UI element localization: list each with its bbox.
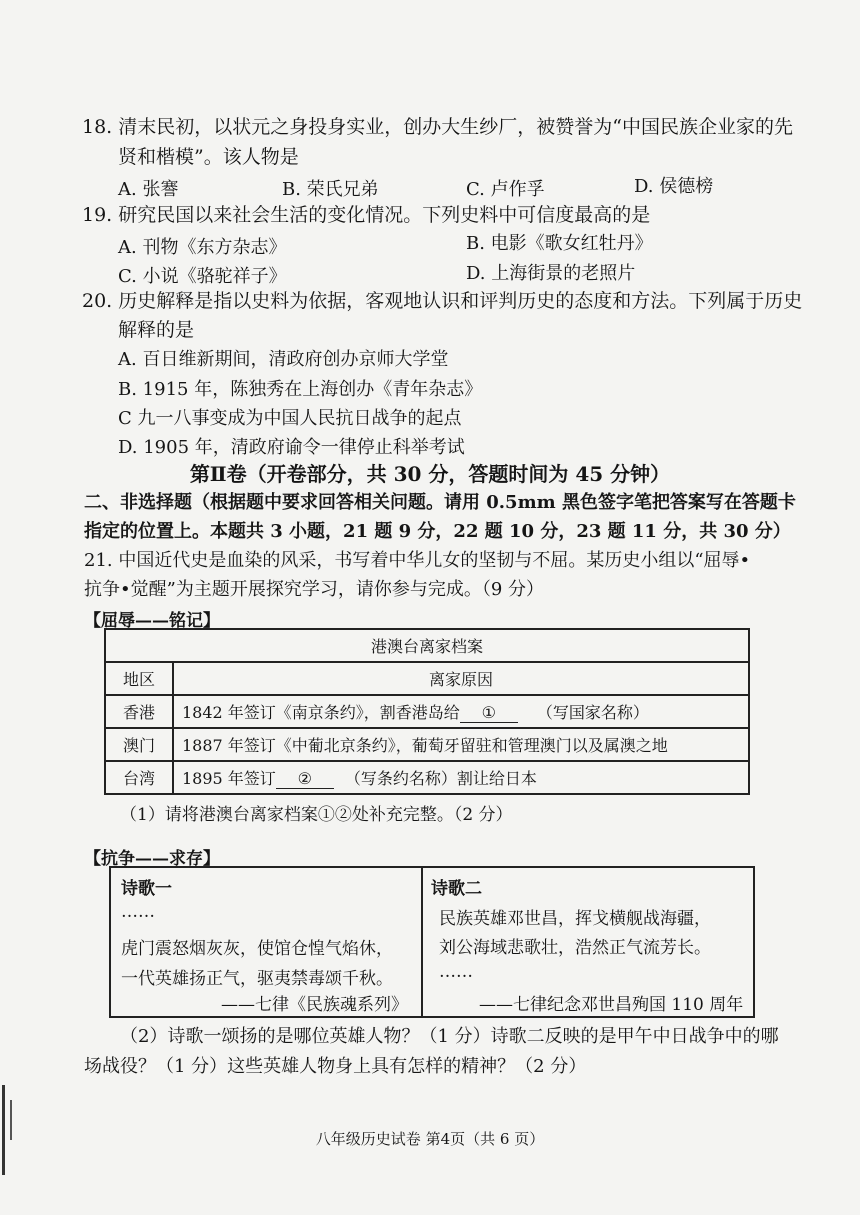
reason-cell <box>173 761 749 794</box>
region-cell: 香港 <box>105 695 173 728</box>
q20-stem-line2: 解释的是 <box>118 319 195 341</box>
q18-stem-line1: 18. 清末民初，以状元之身投身实业，创办大生纱厂，被赞誉为“中国民族企业家的先 <box>82 116 793 138</box>
table-row <box>105 761 749 794</box>
reason-cell: 1887 年签订《中葡北京条约》，葡萄牙留驻和管理澳门以及属澳之地 <box>173 728 749 761</box>
q18-option-d: D. 侯德榜 <box>634 176 714 197</box>
poem-1-source: ——七律《民族魂系列》 <box>221 995 408 1015</box>
q20-stem-line1: 20. 历史解释是指以史料为依据，客观地认识和评判历史的态度和方法。下列属于历史 <box>82 290 803 312</box>
hk-macau-taiwan-dossier-table <box>104 628 750 795</box>
section-2-title: 第Ⅱ卷（开卷部分，共 30 分，答题时间为 45 分钟） <box>189 462 671 486</box>
poems-box <box>109 866 755 1018</box>
section-2-instruction-line2: 指定的位置上。本题共 3 小题，21 题 9 分，22 题 10 分，23 题 11 分，共 30 分） <box>84 521 791 542</box>
part-resistance-heading: 【抗争——求存】 <box>84 849 220 869</box>
scan-edge-mark <box>10 1100 12 1140</box>
poem-2-line-1: 民族英雄邓世昌，挥戈横舰战海疆， <box>439 909 711 929</box>
poem-1-line-2: 一代英雄扬正气，驱夷禁毒颂千秋。 <box>121 969 393 989</box>
q18-option-c: C. 卢作孚 <box>466 179 545 200</box>
answer-blank-1[interactable]: ① <box>460 703 518 723</box>
q19-option-c: C. 小说《骆驼祥子》 <box>118 266 287 287</box>
poem-2-source: ——七律纪念邓世昌殉国 110 周年 <box>479 995 744 1015</box>
reason-cell <box>173 695 749 728</box>
region-cell: 澳门 <box>105 728 173 761</box>
table-row <box>105 695 749 728</box>
q20-option-d: D. 1905 年，清政府谕令一律停止科举考试 <box>118 437 465 458</box>
poem-2 <box>423 868 753 1016</box>
reason-text: 1895 年签订 <box>182 769 276 788</box>
q19-option-a: A. 刊物《东方杂志》 <box>118 237 287 258</box>
answer-blank-2[interactable]: ② <box>276 769 334 789</box>
q18-stem-line2: 贤和楷模”。该人物是 <box>118 146 299 168</box>
q21-sub2-line2: 场战役？（1 分）这些英雄人物身上具有怎样的精神？（2 分） <box>84 1056 587 1077</box>
q19-option-d: D. 上海街景的老照片 <box>466 263 636 284</box>
section-2-instruction-line1: 二、非选择题（根据题中要求回答相关问题。请用 0.5mm 黑色签字笔把答案写在答题卡 <box>84 492 796 513</box>
poem-1 <box>111 868 423 1016</box>
q21-stem-line2: 抗争•觉醒”为主题开展探究学习，请你参与完成。（9 分） <box>84 579 544 600</box>
col-header-region: 地区 <box>105 662 173 695</box>
poem-1-line-1: 虎门震怒烟灰灰，使馆仓惶气焰休， <box>121 939 393 959</box>
table-row <box>105 728 749 761</box>
q19-option-b: B. 电影《歌女红牡丹》 <box>466 233 653 254</box>
q18-option-a: A. 张謇 <box>118 179 179 200</box>
table-header-row <box>105 662 749 695</box>
q21-sub2-line1: （2）诗歌一颂扬的是哪位英雄人物？（1 分）诗歌二反映的是甲午中日战争中的哪 <box>120 1026 779 1047</box>
page-footer: 八年级历史试卷 第4页（共 6 页） <box>315 1130 545 1148</box>
reason-text: 1842 年签订《南京条约》，割香港岛给 <box>182 703 460 722</box>
reason-hint: （写条约名称）割让给日本 <box>344 769 537 788</box>
part-humiliation-heading: 【屈辱——铭记】 <box>84 611 220 631</box>
poem-2-line-2: 刘公海域悲歌壮，浩然正气流芳长。 <box>439 938 711 958</box>
q20-option-b: B. 1915 年，陈独秀在上海创办《青年杂志》 <box>118 379 483 400</box>
col-header-reason: 离家原因 <box>173 662 749 695</box>
poem-1-ellipsis: …… <box>121 902 155 922</box>
q19-stem: 19. 研究民国以来社会生活的变化情况。下列史料中可信度最高的是 <box>82 204 651 226</box>
q18-option-b: B. 荣氏兄弟 <box>282 179 379 200</box>
q20-option-c: C 九一八事变成为中国人民抗日战争的起点 <box>118 408 462 429</box>
table-caption: 港澳台离家档案 <box>105 629 749 662</box>
region-cell: 台湾 <box>105 761 173 794</box>
table-caption-row <box>105 629 749 662</box>
scan-edge-mark <box>2 1085 5 1175</box>
reason-hint: （写国家名称） <box>536 703 649 722</box>
q21-stem-line1: 21. 中国近代史是血染的风采，书写着中华儿女的坚韧与不屈。某历史小组以“屈辱• <box>84 550 751 571</box>
poem-1-title: 诗歌一 <box>121 879 172 899</box>
poem-2-ellipsis: …… <box>439 962 473 982</box>
poem-2-title: 诗歌二 <box>431 879 482 899</box>
q21-sub1: （1）请将港澳台离家档案①②处补充完整。（2 分） <box>120 805 513 825</box>
q20-option-a: A. 百日维新期间，清政府创办京师大学堂 <box>118 349 449 370</box>
